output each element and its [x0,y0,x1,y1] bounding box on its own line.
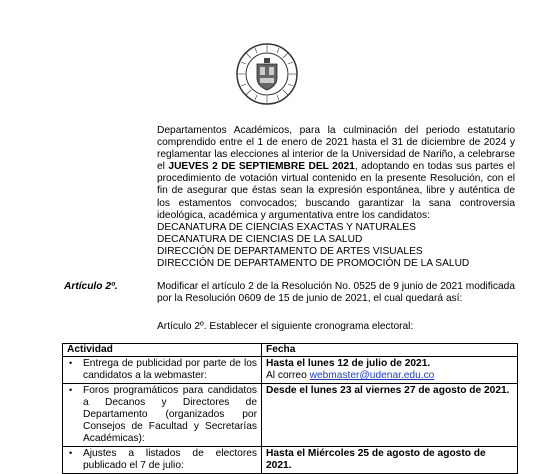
schedule-table [62,343,518,474]
intro-text-part2: , adoptando en todas sus partes el procedimiento de votación virtual contenido en la presente Resolución, con el fin de asegurar que éstas sean la expresión espontánea, libre y auténtica de los estamentos convocados; buscando garantizar la sana controversia ideológica, académica y argumentativa entre los candidatos: [157,161,515,221]
email-link[interactable]: webmaster@udenar.edu.co [309,370,435,381]
election-date: JUEVES 2 DE SEPTIEMBRE DEL 2021 [168,161,355,173]
email-prefix: Al correo [266,370,310,381]
date-text: Hasta el lunes 12 de julio de 2021. [266,358,431,369]
candidate-item: DIRECCIÓN DE DEPARTAMENTO DE ARTES VISUALES [157,246,423,257]
date-cell [262,384,518,447]
table-row [63,447,518,474]
date-text: Desde el lunes 23 al viernes 27 de agosto de 2021. [266,385,510,396]
activity-cell [63,357,262,384]
intro-text-part1: Departamentos Académicos, para la culminación del periodo estatutario comprendido entre el 1 de enero de 2021 hasta el 31 de diciembre de 2024 y reglamentar las elecciones al interior de la Universidad de Nariño, a celebrarse el [157,125,515,173]
activity-cell [63,384,262,447]
article-subheading: Artículo 2º. Establecer el siguiente cronograma electoral: [157,321,414,332]
activity-text: Foros programáticos para candidatos a Decanos y Directores de Departamento (organizados por Consejos de Facultad y Secretarías Académicas): [83,385,257,444]
table-row [63,357,518,384]
activity-cell [63,447,262,474]
candidate-item: DECANATURA DE CIENCIAS EXACTAS Y NATURALES [157,222,416,233]
article-text: Modificar el artículo 2 de la Resolución No. 0525 de 9 junio de 2021 modificada por la Resolución 0609 de 15 de junio de 2021, el cual quedará así: [157,281,515,305]
university-seal [235,42,299,106]
bullet-icon: • [69,385,73,395]
activity-text: Entrega de publicidad por parte de los candidatos a la webmaster: [83,358,257,381]
candidate-item: DECANATURA DE CIENCIAS DE LA SALUD [157,234,363,245]
date-text: Hasta el Miércoles 25 de agosto de agosto de 2021. [266,448,486,471]
article-label: Artículo 2º. [64,281,118,292]
table-header-row [63,344,518,357]
column-header-activity: Actividad [63,344,262,357]
bullet-icon: • [69,448,73,458]
candidates-list [157,222,469,270]
date-cell [262,447,518,474]
activity-text: Ajustes a listados de electores publicado el 7 de julio: [83,448,257,471]
table-row [63,384,518,447]
candidate-item: DIRECCIÓN DE DEPARTAMENTO DE PROMOCIÓN DE LA SALUD [157,258,470,269]
column-header-date: Fecha [262,344,518,357]
intro-paragraph [157,125,515,222]
bullet-icon: • [69,358,73,368]
date-cell [262,357,518,384]
